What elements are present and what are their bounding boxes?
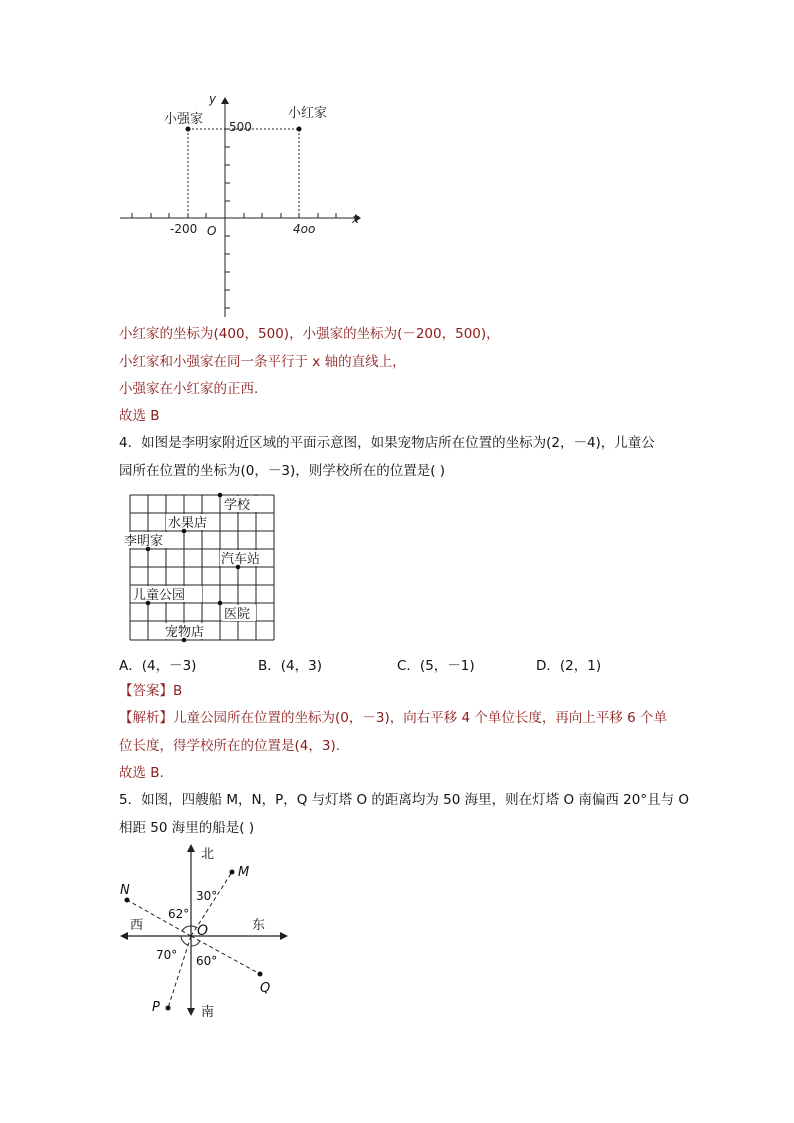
label-children-park: 儿童公园 xyxy=(133,588,186,603)
solution3-line1: 小红家的坐标为(400，500)，小强家的坐标为(－200，500)， xyxy=(119,326,500,342)
solution3-line3: 小强家在小红家的正西． xyxy=(119,381,268,397)
south-arrow xyxy=(187,1008,195,1016)
question5-line1: 5．如图，四艘船 M，N，P，Q 与灯塔 O 的距离均为 50 海里，则在灯塔 O 南偏西 20°且与 O xyxy=(119,792,689,808)
map-grid-figure xyxy=(118,490,284,645)
west-label: 西 xyxy=(130,918,144,933)
option-c: C．(5，－1) xyxy=(397,658,475,674)
coordinate-figure xyxy=(110,92,370,324)
compass-figure xyxy=(112,840,292,1020)
analysis4-text1: 儿童公园所在位置的坐标为(0，－3)，向右平移 4 个单位长度，再向上平移 6 个单 xyxy=(173,710,668,726)
north-label: 北 xyxy=(201,847,215,862)
answer4-value: B xyxy=(173,683,183,699)
x-axis-label: x xyxy=(352,212,360,226)
question4-line1: 4．如图是李明家附近区域的平面示意图，如果宠物店所在位置的坐标为(2，－4)，儿童公 xyxy=(119,435,655,451)
origin-o-label: O xyxy=(197,923,209,939)
xiaoqiang-label: 小强家 xyxy=(164,112,204,127)
ship-p-label: P xyxy=(152,1000,160,1015)
tick-label-400: 4oo xyxy=(293,222,316,236)
answer4 xyxy=(119,681,182,701)
ship-n-label: N xyxy=(120,883,130,898)
y-axis-arrow xyxy=(221,97,229,104)
analysis4-line1 xyxy=(119,708,667,728)
xiaohong-label: 小红家 xyxy=(288,106,328,121)
dashed-guides xyxy=(188,129,299,218)
angle-60-label: 60° xyxy=(196,954,218,968)
question5-line2: 相距 50 海里的船是( ) xyxy=(119,820,255,836)
xiaoqiang-point xyxy=(186,127,191,132)
east-label: 东 xyxy=(252,918,266,933)
tick-label-neg200: -200 xyxy=(170,222,198,236)
option-b: B．(4，3) xyxy=(258,658,322,674)
label-bus-station: 汽车站 xyxy=(221,552,261,567)
analysis4-line3: 故选 B. xyxy=(119,765,164,781)
ship-m-label: M xyxy=(238,865,250,880)
label-school: 学校 xyxy=(224,498,251,513)
ship-rays xyxy=(127,872,260,1008)
label-hospital: 医院 xyxy=(224,607,251,622)
x-ticks xyxy=(132,213,336,218)
south-label: 南 xyxy=(201,1005,215,1020)
angle-70-label: 70° xyxy=(156,948,178,962)
xiaohong-point xyxy=(297,127,302,132)
option-d: D．(2，1) xyxy=(536,658,602,674)
angle-30-label: 30° xyxy=(196,889,218,903)
label-fruit-shop: 水果店 xyxy=(168,516,208,531)
y-axis-label: y xyxy=(209,92,217,106)
west-arrow xyxy=(120,932,128,940)
tick-label-500: 500 xyxy=(229,120,252,134)
analysis4-line2: 位长度，得学校所在的位置是(4，3). xyxy=(119,738,341,754)
ship-q-label: Q xyxy=(260,981,271,996)
origin-label: O xyxy=(207,224,217,238)
answer4-tag: 【答案】 xyxy=(119,683,173,699)
option-a: A．(4，－3) xyxy=(119,658,197,674)
east-arrow xyxy=(280,932,288,940)
solution3-line2: 小红家和小强家在同一条平行于 x 轴的直线上， xyxy=(119,354,406,370)
solution3-line4: 故选 B xyxy=(119,408,160,424)
label-liming-home: 李明家 xyxy=(124,534,164,549)
label-pet-shop: 宠物店 xyxy=(165,625,205,640)
angle-62-label: 62° xyxy=(168,907,190,921)
analysis4-tag: 【解析】 xyxy=(119,710,173,726)
ship-dots xyxy=(125,870,266,1011)
question4-line2: 园所在位置的坐标为(0，－3)，则学校所在的位置是( ) xyxy=(119,463,446,479)
north-arrow xyxy=(187,844,195,852)
